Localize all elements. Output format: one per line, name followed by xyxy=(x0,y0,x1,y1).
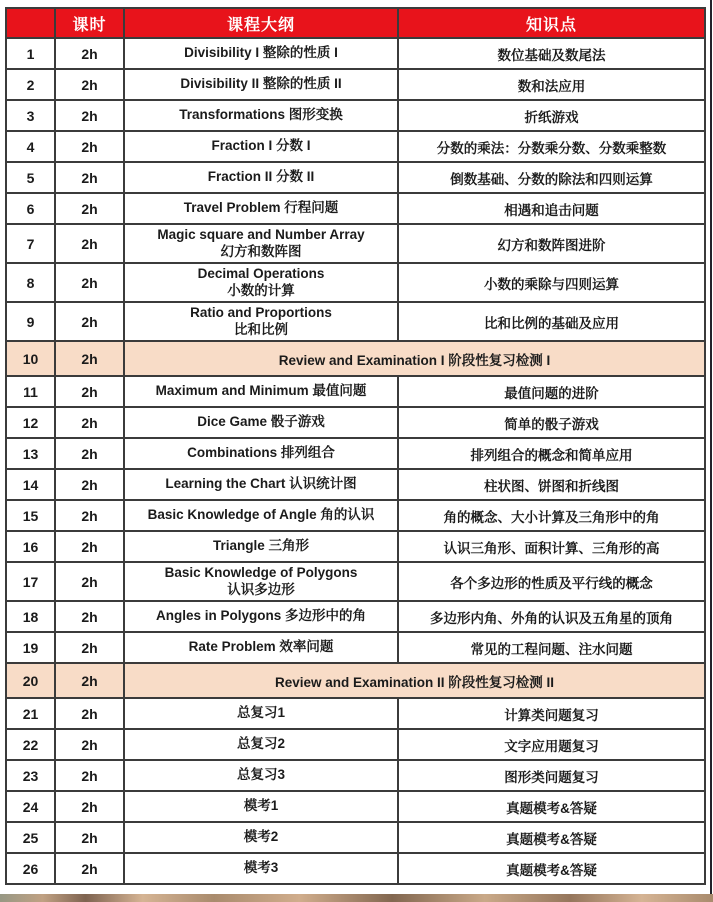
points-cell: 折纸游戏 xyxy=(398,100,705,131)
review-row xyxy=(6,663,705,698)
points-cell: 数位基础及数尾法 xyxy=(398,38,705,69)
row-number-cell: 17 xyxy=(6,562,55,601)
outline-cell xyxy=(124,469,398,500)
outline-line: Fraction I 分数 I xyxy=(211,138,311,154)
table-row xyxy=(6,632,705,663)
points-cell: 计算类问题复习 xyxy=(398,698,705,729)
outline-line: Fraction II 分数 II xyxy=(207,169,315,185)
points-cell: 比和比例的基础及应用 xyxy=(398,302,705,341)
table-row xyxy=(6,562,705,601)
outline-line: Magic square and Number Array xyxy=(157,226,365,242)
outline-line: 比和比例 xyxy=(234,321,288,337)
table-row xyxy=(6,853,705,884)
points-cell: 倒数基础、分数的除法和四则运算 xyxy=(398,162,705,193)
points-cell: 真题模考&答疑 xyxy=(398,853,705,884)
hours-cell: 2h xyxy=(55,302,124,341)
outline-line: Divisibility II 整除的性质 II xyxy=(180,76,342,92)
outline-cell xyxy=(124,263,398,302)
row-number-cell: 11 xyxy=(6,376,55,407)
hours-cell: 2h xyxy=(55,698,124,729)
outline-line: 小数的计算 xyxy=(227,282,295,298)
points-cell: 简单的骰子游戏 xyxy=(398,407,705,438)
hours-cell: 2h xyxy=(55,601,124,632)
hours-cell: 2h xyxy=(55,193,124,224)
row-number-cell: 16 xyxy=(6,531,55,562)
outline-cell xyxy=(124,760,398,791)
points-cell: 相遇和追击问题 xyxy=(398,193,705,224)
outline-cell xyxy=(124,162,398,193)
outline-line: 总复习3 xyxy=(236,767,285,783)
points-cell: 认识三角形、面积计算、三角形的高 xyxy=(398,531,705,562)
outline-line: Basic Knowledge of Polygons xyxy=(164,564,358,580)
outline-cell xyxy=(124,853,398,884)
table-row xyxy=(6,469,705,500)
outline-line: Triangle 三角形 xyxy=(212,538,310,554)
row-number-cell: 23 xyxy=(6,760,55,791)
outline-line: 总复习2 xyxy=(236,736,285,752)
header-cell-points: 知识点 xyxy=(398,8,705,38)
outline-cell xyxy=(124,822,398,853)
outline-cell xyxy=(124,632,398,663)
outline-line: Basic Knowledge of Angle 角的认识 xyxy=(147,507,375,523)
course-table-body xyxy=(6,38,705,884)
outline-cell xyxy=(124,438,398,469)
header-cell-outline: 课程大纲 xyxy=(124,8,398,38)
outline-line: 幻方和数阵图 xyxy=(220,243,302,259)
outline-line: 认识多边形 xyxy=(227,581,295,597)
outline-cell xyxy=(124,38,398,69)
outline-cell xyxy=(124,601,398,632)
header-cell-hours: 课时 xyxy=(55,8,124,38)
row-number-cell: 15 xyxy=(6,500,55,531)
hours-cell: 2h xyxy=(55,341,124,376)
table-row xyxy=(6,531,705,562)
row-number-cell: 19 xyxy=(6,632,55,663)
row-number-cell: 4 xyxy=(6,131,55,162)
outline-cell xyxy=(124,562,398,601)
row-number-cell: 18 xyxy=(6,601,55,632)
row-number-cell: 20 xyxy=(6,663,55,698)
row-number-cell: 10 xyxy=(6,341,55,376)
table-row xyxy=(6,407,705,438)
hours-cell: 2h xyxy=(55,632,124,663)
right-edge-line xyxy=(710,0,712,902)
row-number-cell: 2 xyxy=(6,69,55,100)
outline-cell xyxy=(124,698,398,729)
hours-cell: 2h xyxy=(55,822,124,853)
table-row xyxy=(6,263,705,302)
header-row xyxy=(6,8,705,38)
outline-line: Dice Game 骰子游戏 xyxy=(197,414,325,430)
hours-cell: 2h xyxy=(55,376,124,407)
review-merged-cell: Review and Examination II 阶段性复习检测 II xyxy=(124,663,705,698)
outline-line: Maximum and Minimum 最值问题 xyxy=(155,383,367,399)
points-cell: 排列组合的概念和简单应用 xyxy=(398,438,705,469)
outline-cell xyxy=(124,224,398,263)
row-number-cell: 9 xyxy=(6,302,55,341)
hours-cell: 2h xyxy=(55,38,124,69)
hours-cell: 2h xyxy=(55,162,124,193)
table-row xyxy=(6,302,705,341)
hours-cell: 2h xyxy=(55,663,124,698)
table-row xyxy=(6,162,705,193)
points-cell: 数和法应用 xyxy=(398,69,705,100)
bottom-photo-strip xyxy=(0,894,713,902)
row-number-cell: 3 xyxy=(6,100,55,131)
hours-cell: 2h xyxy=(55,729,124,760)
outline-line: 总复习1 xyxy=(236,705,285,721)
hours-cell: 2h xyxy=(55,69,124,100)
hours-cell: 2h xyxy=(55,562,124,601)
table-row xyxy=(6,131,705,162)
outline-cell xyxy=(124,193,398,224)
outline-line: 模考1 xyxy=(243,798,279,814)
outline-line: Divisibility I 整除的性质 I xyxy=(184,45,338,61)
hours-cell: 2h xyxy=(55,469,124,500)
hours-cell: 2h xyxy=(55,531,124,562)
outline-cell xyxy=(124,407,398,438)
points-cell: 柱状图、饼图和折线图 xyxy=(398,469,705,500)
outline-line: Rate Problem 效率问题 xyxy=(188,639,334,655)
outline-cell xyxy=(124,500,398,531)
row-number-cell: 12 xyxy=(6,407,55,438)
table-row xyxy=(6,224,705,263)
row-number-cell: 6 xyxy=(6,193,55,224)
row-number-cell: 22 xyxy=(6,729,55,760)
row-number-cell: 8 xyxy=(6,263,55,302)
outline-cell xyxy=(124,100,398,131)
hours-cell: 2h xyxy=(55,438,124,469)
outline-cell xyxy=(124,69,398,100)
outline-line: 模考2 xyxy=(243,829,279,845)
table-row xyxy=(6,500,705,531)
table-row xyxy=(6,698,705,729)
review-merged-cell: Review and Examination I 阶段性复习检测 I xyxy=(124,341,705,376)
row-number-cell: 13 xyxy=(6,438,55,469)
row-number-cell: 1 xyxy=(6,38,55,69)
points-cell: 真题模考&答疑 xyxy=(398,822,705,853)
outline-cell xyxy=(124,531,398,562)
points-cell: 文字应用题复习 xyxy=(398,729,705,760)
hours-cell: 2h xyxy=(55,263,124,302)
table-row xyxy=(6,438,705,469)
hours-cell: 2h xyxy=(55,224,124,263)
review-row xyxy=(6,341,705,376)
table-header xyxy=(6,8,705,38)
header-cell-index xyxy=(6,8,55,38)
outline-line: Combinations 排列组合 xyxy=(187,445,335,461)
row-number-cell: 14 xyxy=(6,469,55,500)
points-cell: 图形类问题复习 xyxy=(398,760,705,791)
hours-cell: 2h xyxy=(55,407,124,438)
row-number-cell: 24 xyxy=(6,791,55,822)
row-number-cell: 26 xyxy=(6,853,55,884)
table-row xyxy=(6,791,705,822)
course-table xyxy=(5,7,706,885)
table-row xyxy=(6,822,705,853)
outline-line: Decimal Operations xyxy=(197,265,325,281)
outline-line: Travel Problem 行程问题 xyxy=(183,200,339,216)
outline-cell xyxy=(124,376,398,407)
outline-line: Transformations 图形变换 xyxy=(179,107,343,123)
outline-line: Ratio and Proportions xyxy=(190,304,332,320)
table-row xyxy=(6,38,705,69)
points-cell: 角的概念、大小计算及三角形中的角 xyxy=(398,500,705,531)
table-row xyxy=(6,100,705,131)
hours-cell: 2h xyxy=(55,500,124,531)
points-cell: 常见的工程问题、注水问题 xyxy=(398,632,705,663)
table-row xyxy=(6,601,705,632)
row-number-cell: 7 xyxy=(6,224,55,263)
table-row xyxy=(6,760,705,791)
table-row xyxy=(6,729,705,760)
row-number-cell: 25 xyxy=(6,822,55,853)
points-cell: 多边形内角、外角的认识及五角星的顶角 xyxy=(398,601,705,632)
hours-cell: 2h xyxy=(55,791,124,822)
table-row xyxy=(6,69,705,100)
table-row xyxy=(6,376,705,407)
outline-line: Learning the Chart 认识统计图 xyxy=(165,476,357,492)
table-row xyxy=(6,193,705,224)
points-cell: 幻方和数阵图进阶 xyxy=(398,224,705,263)
points-cell: 最值问题的进阶 xyxy=(398,376,705,407)
points-cell: 各个多边形的性质及平行线的概念 xyxy=(398,562,705,601)
row-number-cell: 5 xyxy=(6,162,55,193)
points-cell: 分数的乘法：分数乘分数、分数乘整数 xyxy=(398,131,705,162)
outline-cell xyxy=(124,791,398,822)
hours-cell: 2h xyxy=(55,100,124,131)
row-number-cell: 21 xyxy=(6,698,55,729)
hours-cell: 2h xyxy=(55,131,124,162)
hours-cell: 2h xyxy=(55,760,124,791)
points-cell: 小数的乘除与四则运算 xyxy=(398,263,705,302)
points-cell: 真题模考&答疑 xyxy=(398,791,705,822)
outline-cell xyxy=(124,131,398,162)
hours-cell: 2h xyxy=(55,853,124,884)
outline-cell xyxy=(124,302,398,341)
outline-line: Angles in Polygons 多边形中的角 xyxy=(155,608,366,624)
outline-cell xyxy=(124,729,398,760)
outline-line: 模考3 xyxy=(243,860,279,876)
